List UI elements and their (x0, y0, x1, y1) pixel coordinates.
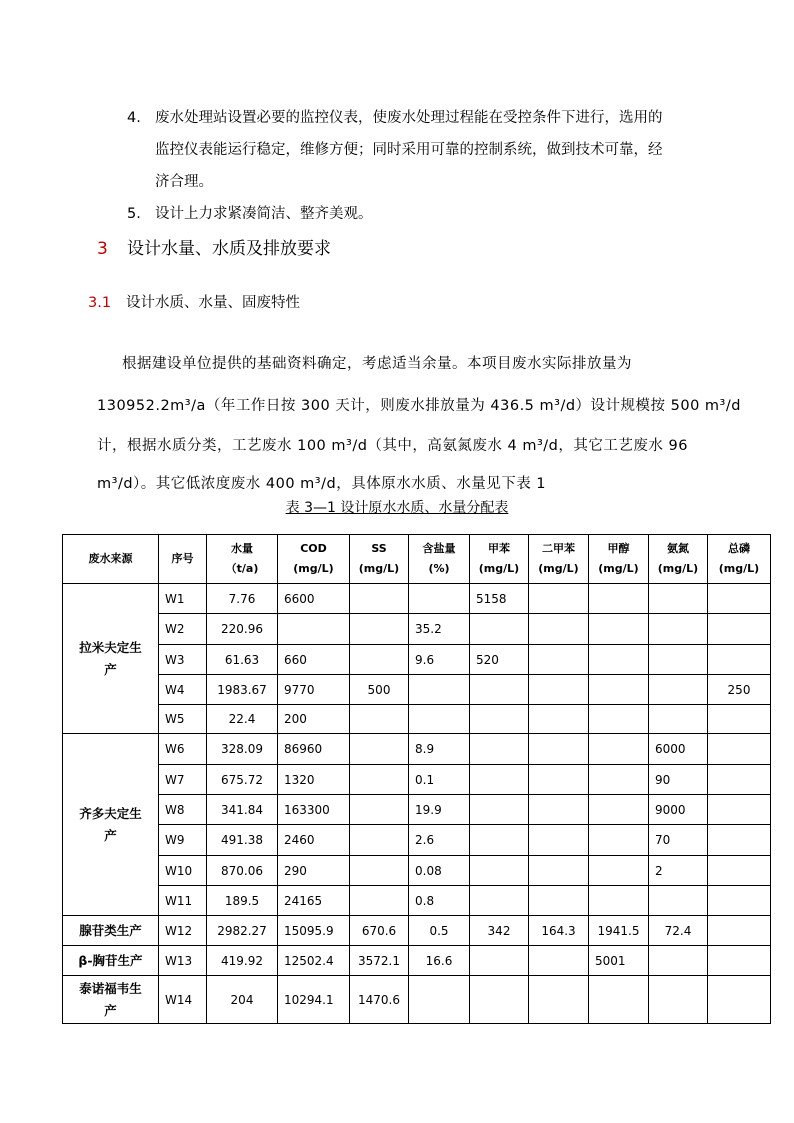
value-cell (708, 614, 771, 645)
value-cell (409, 675, 470, 705)
value-cell: 10294.1 (278, 976, 350, 1024)
value-cell: 342 (470, 916, 529, 946)
value-cell: 520 (470, 645, 529, 675)
value-cell: 72.4 (649, 916, 708, 946)
value-cell (649, 614, 708, 645)
value-cell: 9.6 (409, 645, 470, 675)
section-number: 3 (97, 239, 108, 259)
value-cell (470, 675, 529, 705)
value-cell (350, 734, 409, 765)
value-cell (589, 976, 649, 1024)
serial-cell: W9 (159, 825, 207, 856)
value-cell: 16.6 (409, 946, 470, 976)
serial-cell: W13 (159, 946, 207, 976)
value-cell (470, 825, 529, 856)
paragraph-line: m³/d）。其它低浓度废水 400 m³/d，具体原水水质、水量见下表 1 (97, 476, 547, 492)
value-cell (589, 886, 649, 916)
value-cell (409, 584, 470, 614)
value-cell: 419.92 (207, 946, 278, 976)
table-row (63, 584, 771, 614)
value-cell: 0.08 (409, 856, 470, 886)
value-cell: 870.06 (207, 856, 278, 886)
value-cell: 341.84 (207, 795, 278, 825)
table-row (63, 976, 771, 1024)
value-cell: 22.4 (207, 705, 278, 734)
value-cell (589, 825, 649, 856)
value-cell (649, 886, 708, 916)
value-cell (470, 856, 529, 886)
value-cell (470, 614, 529, 645)
list-item-5 (127, 202, 373, 223)
value-cell: 1941.5 (589, 916, 649, 946)
list-text-line: 济合理。 (155, 174, 213, 190)
subsection-title: 设计水质、水量、固废特性 (126, 295, 300, 311)
value-cell (589, 856, 649, 886)
value-cell: 220.96 (207, 614, 278, 645)
value-cell: 500 (350, 675, 409, 705)
paragraph-line: 130952.2m³/a（年工作日按 300 天计，则废水排放量为 436.5 m³/d）设计规模按 500 m³/d (97, 398, 741, 414)
serial-cell: W1 (159, 584, 207, 614)
value-cell: 8.9 (409, 734, 470, 765)
value-cell: 1320 (278, 765, 350, 795)
source-cell: 拉米夫定生 产 (63, 584, 159, 734)
value-cell: 3572.1 (350, 946, 409, 976)
paragraph-line: 计，根据水质分类，工艺废水 100 m³/d（其中，高氨氮废水 4 m³/d，其它工艺废水 96 (97, 438, 688, 454)
serial-cell: W10 (159, 856, 207, 886)
table-header-cell: 二甲苯 (mg/L) (529, 535, 589, 584)
value-cell (589, 675, 649, 705)
value-cell (708, 795, 771, 825)
value-cell (589, 734, 649, 765)
value-cell (470, 705, 529, 734)
value-cell (529, 734, 589, 765)
value-cell: 6600 (278, 584, 350, 614)
value-cell (708, 645, 771, 675)
value-cell: 9770 (278, 675, 350, 705)
table-row (63, 916, 771, 946)
value-cell (649, 675, 708, 705)
value-cell: 2460 (278, 825, 350, 856)
value-cell (649, 705, 708, 734)
value-cell: 86960 (278, 734, 350, 765)
value-cell (649, 946, 708, 976)
value-cell (649, 645, 708, 675)
source-cell: β-胸苷生产 (63, 946, 159, 976)
serial-cell: W11 (159, 886, 207, 916)
table-header-cell: SS (mg/L) (350, 535, 409, 584)
value-cell (708, 946, 771, 976)
list-text-line: 监控仪表能运行稳定，维修方便；同时采用可靠的控制系统，做到技术可靠，经 (155, 142, 663, 158)
value-cell: 0.5 (409, 916, 470, 946)
table-header-cell: COD (mg/L) (278, 535, 350, 584)
table-row (63, 856, 771, 886)
source-cell: 腺苷类生产 (63, 916, 159, 946)
table-header-cell: 氨氮 (mg/L) (649, 535, 708, 584)
value-cell (278, 614, 350, 645)
value-cell: 200 (278, 705, 350, 734)
value-cell (529, 976, 589, 1024)
value-cell (708, 705, 771, 734)
table-header-cell: 序号 (159, 535, 207, 584)
value-cell (350, 614, 409, 645)
value-cell: 491.38 (207, 825, 278, 856)
table-row (63, 675, 771, 705)
list-text-line: 废水处理站设置必要的监控仪表，使废水处理过程能在受控条件下进行，选用的 (155, 110, 663, 126)
table-header-cell: 总磷 (mg/L) (708, 535, 771, 584)
value-cell (589, 705, 649, 734)
water-quality-table (62, 534, 771, 1024)
value-cell (470, 734, 529, 765)
value-cell (470, 765, 529, 795)
value-cell (529, 675, 589, 705)
value-cell: 660 (278, 645, 350, 675)
value-cell (708, 856, 771, 886)
table-row (63, 886, 771, 916)
list-number: 4. (127, 110, 141, 126)
value-cell: 5158 (470, 584, 529, 614)
value-cell (409, 976, 470, 1024)
value-cell: 1470.6 (350, 976, 409, 1024)
value-cell (470, 886, 529, 916)
value-cell: 2 (649, 856, 708, 886)
table-row (63, 705, 771, 734)
value-cell (529, 886, 589, 916)
value-cell: 6000 (649, 734, 708, 765)
table-header-cell: 含盐量 (%) (409, 535, 470, 584)
value-cell: 670.6 (350, 916, 409, 946)
value-cell (589, 765, 649, 795)
value-cell (708, 584, 771, 614)
serial-cell: W6 (159, 734, 207, 765)
value-cell: 204 (207, 976, 278, 1024)
value-cell (589, 614, 649, 645)
value-cell: 675.72 (207, 765, 278, 795)
value-cell: 0.1 (409, 765, 470, 795)
serial-cell: W14 (159, 976, 207, 1024)
source-cell: 泰诺福韦生 产 (63, 976, 159, 1024)
value-cell: 90 (649, 765, 708, 795)
paragraph-line: 根据建设单位提供的基础资料确定，考虑适当余量。本项目废水实际排放量为 (122, 356, 632, 372)
value-cell (470, 976, 529, 1024)
value-cell (350, 856, 409, 886)
serial-cell: W8 (159, 795, 207, 825)
table-header-cell: 水量 （t/a) (207, 535, 278, 584)
value-cell: 7.76 (207, 584, 278, 614)
list-item-4 (127, 106, 663, 127)
serial-cell: W4 (159, 675, 207, 705)
section-title: 设计水量、水质及排放要求 (127, 239, 331, 259)
value-cell: 9000 (649, 795, 708, 825)
table-row (63, 734, 771, 765)
table-row (63, 645, 771, 675)
section-heading (97, 234, 331, 259)
value-cell (708, 765, 771, 795)
value-cell (350, 645, 409, 675)
serial-cell: W5 (159, 705, 207, 734)
value-cell (529, 614, 589, 645)
subsection-number: 3.1 (88, 295, 112, 311)
value-cell (589, 795, 649, 825)
table-header-cell: 甲苯 (mg/L) (470, 535, 529, 584)
value-cell (589, 645, 649, 675)
serial-cell: W2 (159, 614, 207, 645)
table-row (63, 765, 771, 795)
table-header-cell: 废水来源 (63, 535, 159, 584)
value-cell (589, 584, 649, 614)
table-row (63, 795, 771, 825)
serial-cell: W7 (159, 765, 207, 795)
value-cell: 163300 (278, 795, 350, 825)
value-cell: 189.5 (207, 886, 278, 916)
value-cell (708, 886, 771, 916)
table-caption: 表 3—1 设计原水水质、水量分配表 (285, 500, 509, 516)
value-cell (708, 976, 771, 1024)
serial-cell: W12 (159, 916, 207, 946)
value-cell (470, 946, 529, 976)
value-cell (350, 705, 409, 734)
value-cell: 2982.27 (207, 916, 278, 946)
value-cell: 61.63 (207, 645, 278, 675)
value-cell: 24165 (278, 886, 350, 916)
value-cell (529, 645, 589, 675)
table-header-cell: 甲醇 (mg/L) (589, 535, 649, 584)
value-cell: 70 (649, 825, 708, 856)
value-cell: 12502.4 (278, 946, 350, 976)
value-cell: 250 (708, 675, 771, 705)
serial-cell: W3 (159, 645, 207, 675)
subsection-heading (88, 291, 300, 312)
value-cell: 164.3 (529, 916, 589, 946)
value-cell (708, 825, 771, 856)
table-row (63, 825, 771, 856)
value-cell: 328.09 (207, 734, 278, 765)
value-cell (350, 584, 409, 614)
value-cell (350, 825, 409, 856)
source-cell: 齐多夫定生 产 (63, 734, 159, 916)
list-text-line: 设计上力求紧凑简洁、整齐美观。 (155, 206, 373, 222)
value-cell: 2.6 (409, 825, 470, 856)
value-cell (529, 705, 589, 734)
value-cell (529, 795, 589, 825)
value-cell (708, 916, 771, 946)
value-cell (649, 584, 708, 614)
value-cell: 35.2 (409, 614, 470, 645)
table-row (63, 946, 771, 976)
table-header-row (63, 535, 771, 584)
value-cell (649, 976, 708, 1024)
value-cell (529, 584, 589, 614)
value-cell (708, 734, 771, 765)
value-cell (350, 765, 409, 795)
value-cell (470, 795, 529, 825)
value-cell (409, 705, 470, 734)
value-cell: 5001 (589, 946, 649, 976)
value-cell: 1983.67 (207, 675, 278, 705)
value-cell: 290 (278, 856, 350, 886)
value-cell (350, 886, 409, 916)
value-cell (529, 856, 589, 886)
value-cell: 0.8 (409, 886, 470, 916)
value-cell (529, 946, 589, 976)
value-cell (350, 795, 409, 825)
value-cell: 15095.9 (278, 916, 350, 946)
list-number: 5. (127, 206, 141, 222)
table-row (63, 614, 771, 645)
value-cell: 19.9 (409, 795, 470, 825)
value-cell (529, 765, 589, 795)
value-cell (529, 825, 589, 856)
